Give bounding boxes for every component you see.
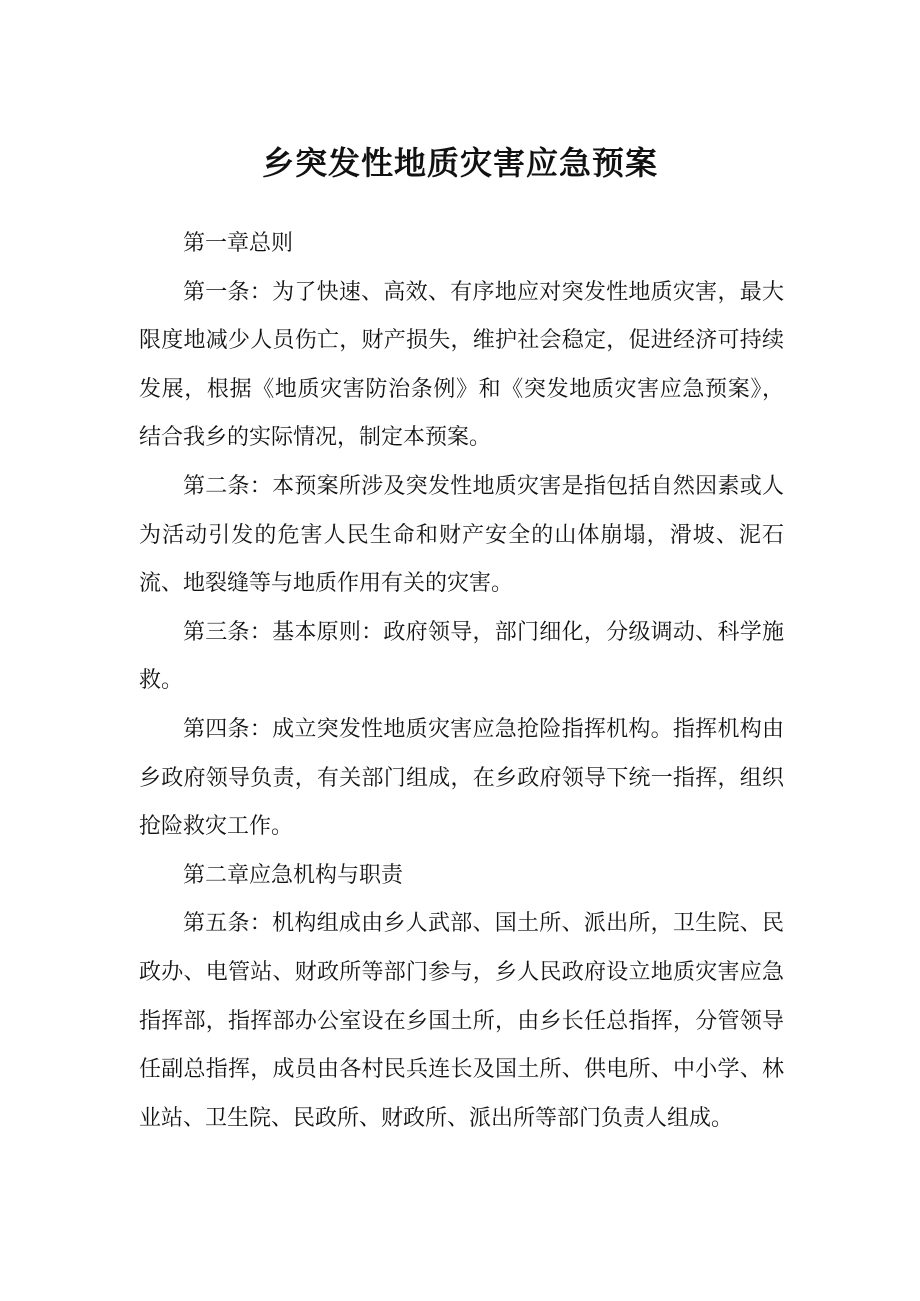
article-5: 第五条：机构组成由乡人武部、国土所、派出所，卫生院、民政办、电管站、财政所等部门参与，乡人民政府设立地质灾害应急指挥部，指挥部办公室设在乡国土所，由乡长任总指挥，分管领导任副总指挥，成员由各村民兵连长及国土所、供电所、中小学、林业站、卫生院、民政所、财政所、派出所等部门负责人组成。 [139,911,784,1131]
article-4: 第四条：成立突发性地质灾害应急抢险指挥机构。指挥机构由乡政府领导负责，有关部门组成，在乡政府领导下统一指挥，组织抢险救灾工作。 [139,716,784,840]
article-1: 第一条：为了快速、高效、有序地应对突发性地质灾害，最大限度地减少人员伤亡，财产损失，维护社会稳定，促进经济可持续发展，根据《地质灾害防治条例》和《突发地质灾害应急预案》，结合我乡的实际情况，制定本预案。 [139,279,784,451]
article-3: 第三条：基本原则：政府领导，部门细化，分级调动、科学施救。 [139,619,784,694]
chapter-heading-1: 第一章总则 [183,231,294,256]
document-body [139,220,784,1143]
article-2: 第二条：本预案所涉及突发性地质灾害是指包括自然因素或人为活动引发的危害人民生命和财产安全的山体崩塌，滑坡、泥石流、地裂缝等与地质作用有关的灾害。 [139,473,784,597]
chapter-heading-2: 第二章应急机构与职责 [183,862,404,888]
document-title: 乡突发性地质灾害应急预案 [261,144,658,182]
